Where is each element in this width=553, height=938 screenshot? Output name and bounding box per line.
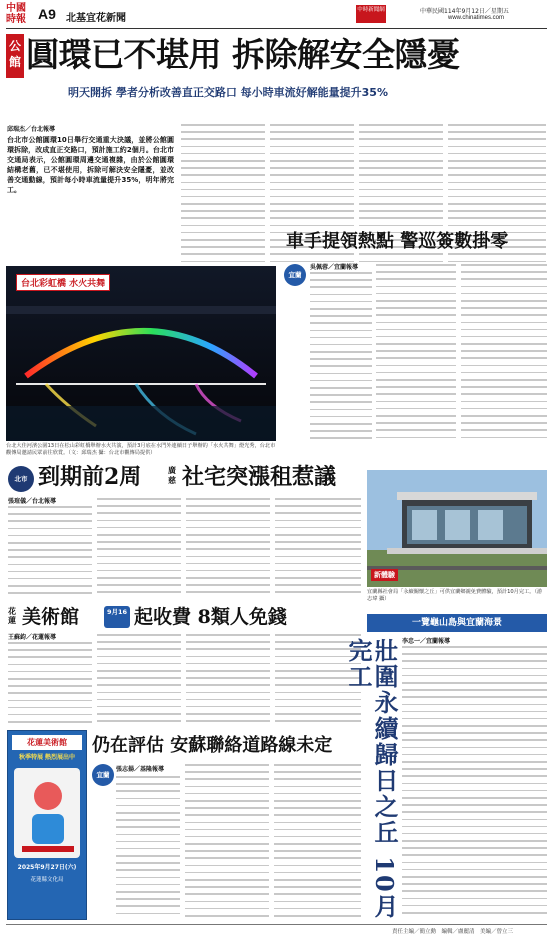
- feature-col-1: [402, 646, 547, 922]
- yilan-col-1: [310, 272, 372, 442]
- logo-line1: 中國: [6, 3, 26, 14]
- lead-subhead: 明天開拆 學者分析改善直正交路口 每小時車流好解能量提升35%: [68, 86, 388, 99]
- footer-rule: [6, 924, 547, 925]
- brand-badge-text: 中時新聞網: [357, 7, 385, 13]
- lead-body-col-1: [181, 124, 265, 264]
- newspaper-logo[interactable]: [6, 3, 34, 27]
- poster-date: 2025年9月27日(六): [17, 864, 77, 871]
- north-headline-b: 社宅突漲租惹議: [182, 464, 337, 490]
- feature-banner: [367, 614, 547, 632]
- lead-intro: 台北市公館圓環10日舉行交通重大決議，並將公館圓環拆除，改成直正交路口，預計施工約2個月。台北市交通局表示，公館圓環周邊交通複雜，由於公館圓環結構老舊，已不堪使用，拆除可解決安全隱憂，並改善交通動線，預計每小時車流量提升35%，明年將完工。: [7, 136, 174, 194]
- brand-badge[interactable]: [356, 5, 386, 23]
- yilan-col-2: [376, 264, 456, 442]
- lead-kicker-box: [6, 34, 24, 78]
- hualien-date-badge: [104, 606, 130, 628]
- logo-line2: 時報: [6, 14, 26, 25]
- north-headline-a: 到期前2周: [38, 464, 142, 490]
- transit-byline: 張志揚／基隆報導: [116, 766, 165, 773]
- poster-art: [14, 768, 80, 858]
- lead-kicker: 公館: [8, 39, 21, 69]
- north-col-1: [8, 506, 92, 602]
- lead-photo-tag: 台北彩虹橋 水火共舞: [16, 274, 110, 291]
- north-byline: 張瑄儀／台北報導: [8, 498, 57, 505]
- north-badge-text: 北市: [14, 474, 28, 483]
- yilan-col-3: [461, 264, 547, 442]
- poster-title: 花蓮美術館: [12, 735, 82, 750]
- transit-col-1: [116, 776, 180, 921]
- hualien-col-2: [97, 634, 181, 726]
- hualien-kicker: 花蓮: [8, 607, 16, 625]
- masthead: [0, 0, 553, 30]
- transit-badge-text: 宜蘭: [96, 770, 110, 779]
- feature-byline: 李忠一／宜蘭報導: [402, 638, 451, 645]
- north-badge: [8, 466, 34, 492]
- poster-footer: 花蓮縣文化局: [30, 877, 64, 883]
- site-url[interactable]: www.chinatimes.com: [448, 15, 505, 21]
- feature-banner-text: 一覽龜山島與宜蘭海景: [411, 618, 502, 628]
- hualien-col-3: [186, 634, 270, 726]
- section-title: 北基宜花新聞: [66, 13, 126, 24]
- rainbow-bridge-illustration: [6, 266, 276, 441]
- feature-photo[interactable]: [367, 470, 547, 587]
- event-poster[interactable]: [7, 730, 87, 920]
- north-col-4: [275, 498, 361, 602]
- poster-subtitle: 秋季特展 熱烈展出中: [18, 754, 76, 761]
- transit-col-2: [185, 764, 269, 921]
- north-headline-small: 廣慈: [168, 466, 176, 485]
- lead-photo[interactable]: [6, 266, 276, 441]
- lead-headline: 圓環已不堪用 拆除解安全隱憂: [26, 35, 460, 74]
- hualien-byline: 王蘇鈞／花蓮報導: [8, 634, 57, 641]
- transit-col-3: [274, 764, 361, 921]
- north-col-2: [97, 498, 181, 602]
- feature-vertical-headline: 壯圍永續歸日之丘 10月完工: [344, 638, 399, 920]
- poster-figure-icon: [14, 768, 82, 858]
- yilan-headline: 車手提領熱點 警巡簽數掛零: [286, 231, 509, 252]
- yilan-badge: [284, 264, 306, 286]
- hualien-headline-a: 美術館: [22, 606, 80, 628]
- north-col-3: [186, 498, 270, 602]
- issue-date: 中華民國114年9月12日／星期五: [420, 8, 509, 15]
- yilan-byline: 吳佩蓉／宜蘭報導: [310, 264, 359, 271]
- hualien-date-badge-text: 9月16: [106, 608, 128, 616]
- page-number: A9: [38, 6, 56, 22]
- masthead-rule: [6, 28, 547, 29]
- lead-byline: 邱瑞杰／台北報導: [7, 126, 56, 133]
- footer-credits: 責任主編／簡立勳 編輯／盧麗清 美編／曾立三: [392, 929, 514, 935]
- hualien-headline-b: 起收費 8類人免錢: [134, 606, 287, 628]
- yilan-badge-text: 宜蘭: [288, 270, 302, 279]
- feature-photo-caption: 宜蘭縣社會局「永續關懷之丘」可供宜蘭鄉親免費體驗，預計10月完工。（游志瑋 攝）: [367, 589, 543, 602]
- transit-badge: [92, 764, 114, 786]
- lead-photo-caption: 台北大佳河濱公園13日在松山彩虹橋舉辦水火共演，預計3月底在水門外連續日子舉辦的「水火共舞」燈光秀，台北市觀傳局邀請民眾前往欣賞。（文：邱瑞杰 攝：台北市觀傳局提供）: [6, 443, 276, 456]
- lead-intro-box: [7, 124, 174, 264]
- feature-photo-tag: 新體驗: [371, 569, 398, 581]
- hualien-col-1: [8, 642, 92, 726]
- transit-headline: 仍在評估 安蘇聯絡道路線未定: [92, 735, 333, 756]
